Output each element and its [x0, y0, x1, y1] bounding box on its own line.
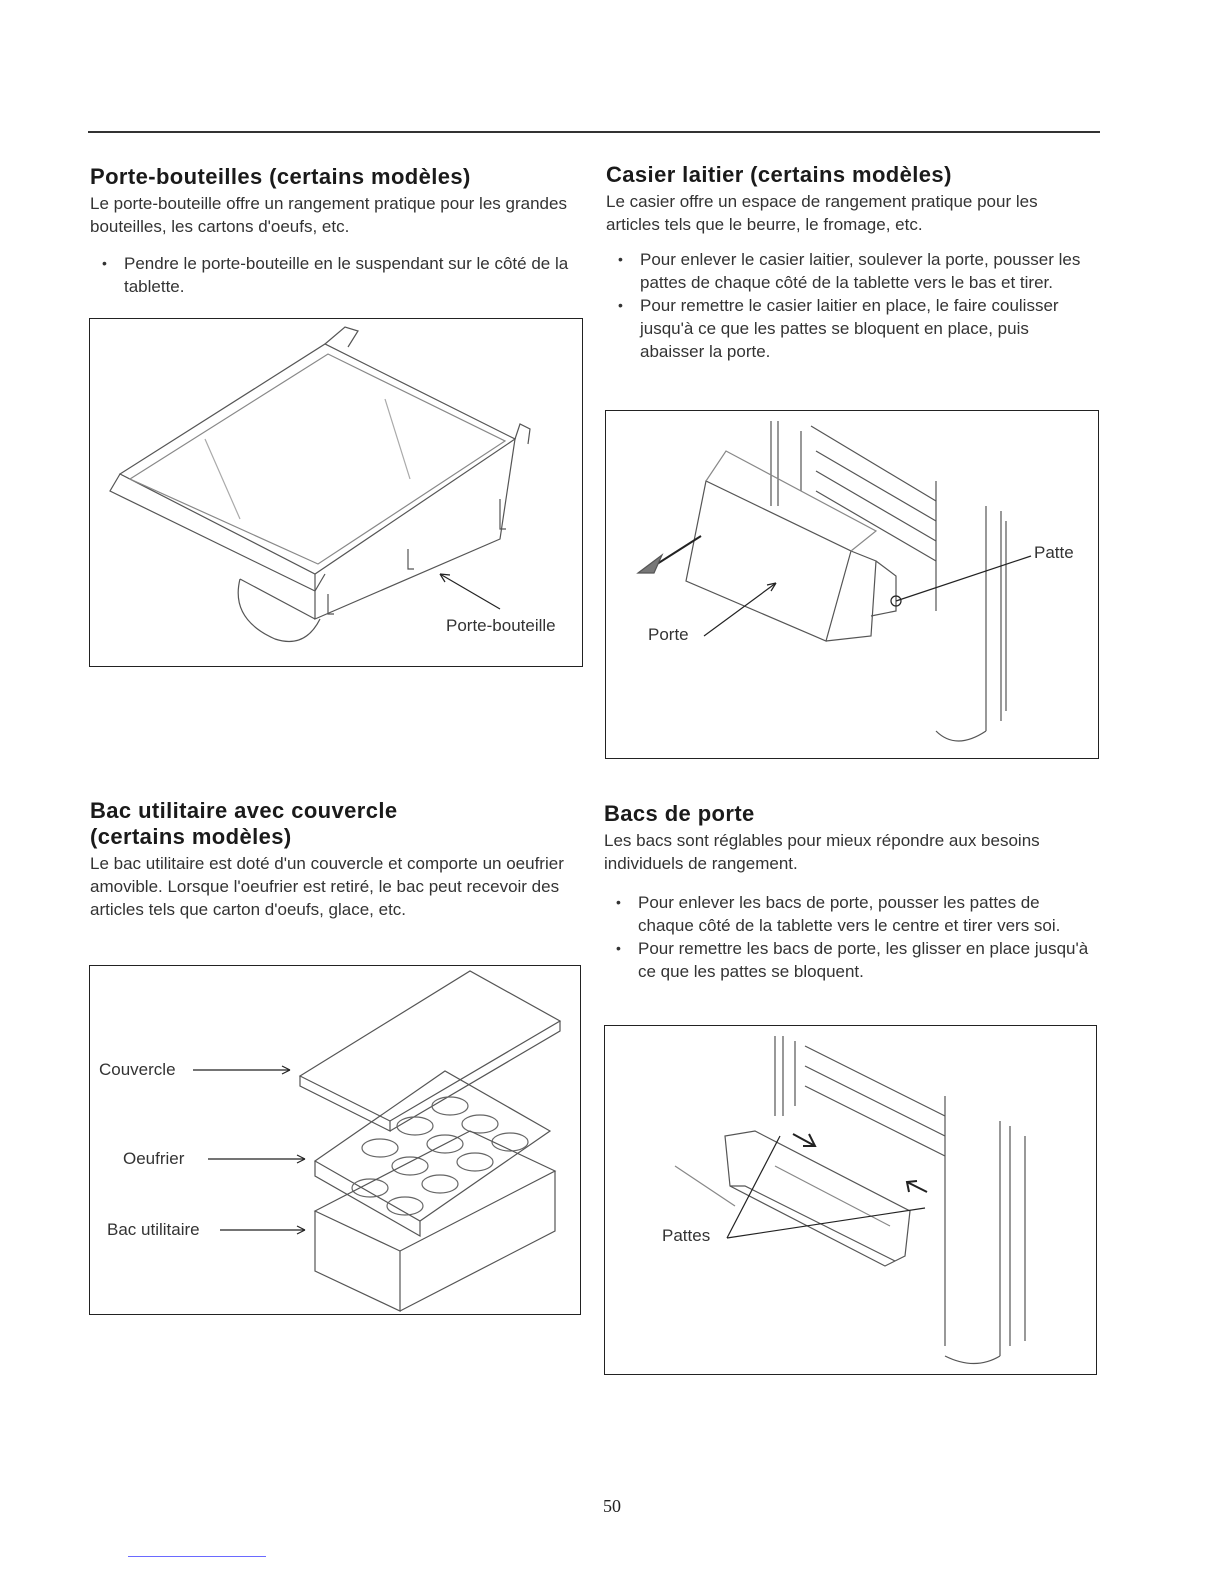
utility-bin-title-line1: Bac utilitaire avec couvercle [90, 798, 398, 823]
door-bins-bullets [604, 891, 1096, 983]
bottle-holder-illustration [90, 319, 582, 666]
dairy-section [606, 162, 1096, 363]
utility-bin-illustration [90, 966, 580, 1314]
dairy-title: Casier laitier (certains modèles) [606, 162, 952, 187]
door-bins-intro: Les bacs sont réglables pour mieux répondre aux besoins individuels de rangement. [604, 831, 1040, 873]
bottle-holder-figure [89, 318, 583, 667]
bottle-holder-section [90, 164, 580, 298]
door-bins-section [604, 801, 1096, 983]
dairy-illustration [606, 411, 1098, 758]
dairy-intro: Le casier offre un espace de rangement pratique pour les articles tels que le beurre, le fromage, etc. [606, 192, 1038, 234]
bullet-item: • Pour enlever le casier laitier, soulever la porte, pousser les pattes de chaque côté de la tablette vers le bas et tirer. [606, 248, 1096, 294]
dairy-tab-label: Patte [1034, 543, 1074, 562]
page-number: 50 [603, 1496, 621, 1516]
door-tabs-label: Pattes [662, 1226, 711, 1245]
utility-bin-title-line2: (certains modèles) [90, 824, 292, 849]
door-bins-figure [604, 1025, 1097, 1375]
door-bins-illustration [605, 1026, 1096, 1374]
utility-bin-figure [89, 965, 581, 1315]
utility-bin-section [90, 798, 580, 921]
dairy-bullets [606, 248, 1096, 363]
bullet-item: • Pendre le porte-bouteille en le suspendant sur le côté de la tablette. [90, 252, 580, 298]
door-bins-title: Bacs de porte [604, 801, 755, 826]
footer-line [128, 1556, 266, 1557]
bottle-holder-title: Porte-bouteilles (certains modèles) [90, 164, 471, 189]
header-rule [88, 131, 1100, 133]
egg-tray-label: Oeufrier [123, 1149, 185, 1168]
bottle-holder-intro: Le porte-bouteille offre un rangement pratique pour les grandes bouteilles, les cartons d'oeufs, etc. [90, 194, 567, 236]
bullet-item: • Pour remettre les bacs de porte, les glisser en place jusqu'à ce que les pattes se bloquent. [604, 937, 1096, 983]
bottle-holder-label: Porte-bouteille [446, 616, 556, 635]
bullet-item: • Pour enlever les bacs de porte, pousser les pattes de chaque côté de la tablette vers le centre et tirer vers soi. [604, 891, 1096, 937]
lid-label: Couvercle [99, 1060, 176, 1079]
utility-bin-label: Bac utilitaire [107, 1220, 200, 1239]
bullet-item: • Pour remettre le casier laitier en place, le faire coulisser jusqu'à ce que les pattes se bloquent en place, puis abaisser la porte. [606, 294, 1096, 363]
dairy-figure [605, 410, 1099, 759]
dairy-door-label: Porte [648, 625, 689, 644]
bottle-holder-bullets [90, 252, 580, 298]
utility-bin-intro: Le bac utilitaire est doté d'un couvercle et comporte un oeufrier amovible. Lorsque l'oeufrier est retiré, le bac peut recevoir des articles tels que carton d'oeufs, glace, etc. [90, 854, 564, 919]
